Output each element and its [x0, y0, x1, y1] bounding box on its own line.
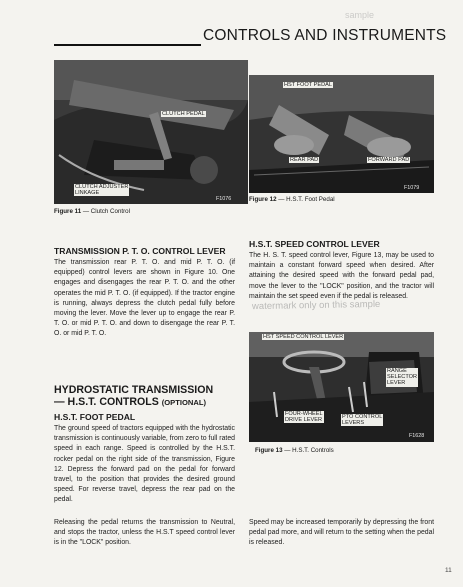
figure-13-code: F1628: [409, 433, 425, 439]
label-hst-speed-lever: HST SPEED CONTROL LEVER: [263, 334, 344, 340]
header-rule: [54, 44, 201, 46]
hydro-heading-line2: [54, 397, 213, 409]
label-hst-foot-pedal: HST FOOT PEDAL: [284, 82, 332, 88]
figure-11-caption-label: Figure 11: [54, 208, 82, 215]
figure-12-caption-text: — H.S.T. Foot Pedal: [276, 196, 335, 203]
hydro-heading-optional: (OPTIONAL): [161, 397, 207, 407]
figure-11-photo: [54, 60, 248, 204]
figure-11-caption: [54, 208, 130, 215]
label-forward-pad: FORWARD PAD: [368, 157, 410, 163]
figure-13-caption: [255, 447, 334, 454]
figure-12-code: F1079: [404, 185, 420, 191]
figure-13-caption-label: Figure 13: [255, 447, 283, 454]
label-clutch-adjuster: CLUTCH ADJUSTER LINKAGE: [75, 184, 129, 197]
hydro-heading-line1: HYDROSTATIC TRANSMISSION: [54, 384, 214, 396]
label-clutch-pedal: CLUTCH PEDAL: [162, 111, 205, 117]
figure-11-code: F1076: [216, 196, 232, 202]
page-number: 11: [445, 567, 452, 574]
figure-12-photo: [249, 75, 434, 193]
watermark-text: watermark only on this sample: [251, 298, 381, 313]
hydro-heading: [54, 385, 213, 408]
release-body: Releasing the pedal returns the transmission to Neutral, and stops the tractor, unless the H.S.T speed control lever is in the "LOCK" position.: [54, 519, 235, 547]
bottom-body: Speed may be increased temporarily by depressing the front pedal pad more, and will return to the setting when the pedal is released.: [249, 519, 434, 547]
hst-foot-pedal-body: The ground speed of tractors equipped with the hydrostatic transmission is continuously variable, from zero to full rated speed in each range. Speed is controlled by the H.S.T. rocker pedal on the right side of the transmission, Figure 12. Depress the forward pad on the pedal for forward travel, to the position that provides the desired ground speed. For reverse travel, depress the rear pad on the pedal.: [54, 425, 235, 504]
hst-foot-pedal-heading: H.S.T. FOOT PEDAL: [54, 412, 136, 422]
figure-12-caption-label: Figure 12: [249, 196, 277, 203]
figure-13-caption-text: — H.S.T. Controls: [282, 447, 334, 454]
watermark-top: sample: [345, 10, 375, 20]
figure-13-photo: [249, 332, 434, 442]
label-rear-pad: REAR PAD: [290, 157, 319, 163]
tpto-body: The transmission rear P. T. O. and mid P. T. O. (if equipped) control levers are shown in Figure 10. One engages and disengages the rear P. T. O. and the other operates the mid P. T. O. (if equipped). If the tractor engine is running, always depress the clutch pedal fully before moving the lever. Move the lever up to engage the rear P. T. O. or mid P. T. O. and down to disengage the rear P. T. O. or mid P. T. O.: [54, 259, 235, 338]
label-range-selector: RANGE SELECTOR LEVER: [387, 368, 418, 387]
figure-11-caption-text: — Clutch Control: [81, 208, 131, 215]
tpto-heading: TRANSMISSION P. T. O. CONTROL LEVER: [54, 246, 226, 256]
figure-12-caption: [249, 196, 335, 203]
page-title: CONTROLS AND INSTRUMENTS: [203, 27, 447, 44]
label-pto-control: PTO CONTROL LEVERS: [342, 414, 383, 427]
hst-speed-body: The H. S. T. speed control lever, Figure 13, may be used to maintain a constant forward speed when desired. After attaining the desired speed with the forward pedal pad, move the lever to the "LOCK" position, and the tractor will maintain the set speed even if the pedal is released.: [249, 252, 434, 300]
label-four-wheel: FOUR-WHEEL DRIVE LEVER: [285, 411, 323, 424]
hydro-heading-controls: — H.S.T. CONTROLS: [54, 395, 159, 408]
hst-speed-heading: H.S.T. SPEED CONTROL LEVER: [249, 239, 380, 249]
